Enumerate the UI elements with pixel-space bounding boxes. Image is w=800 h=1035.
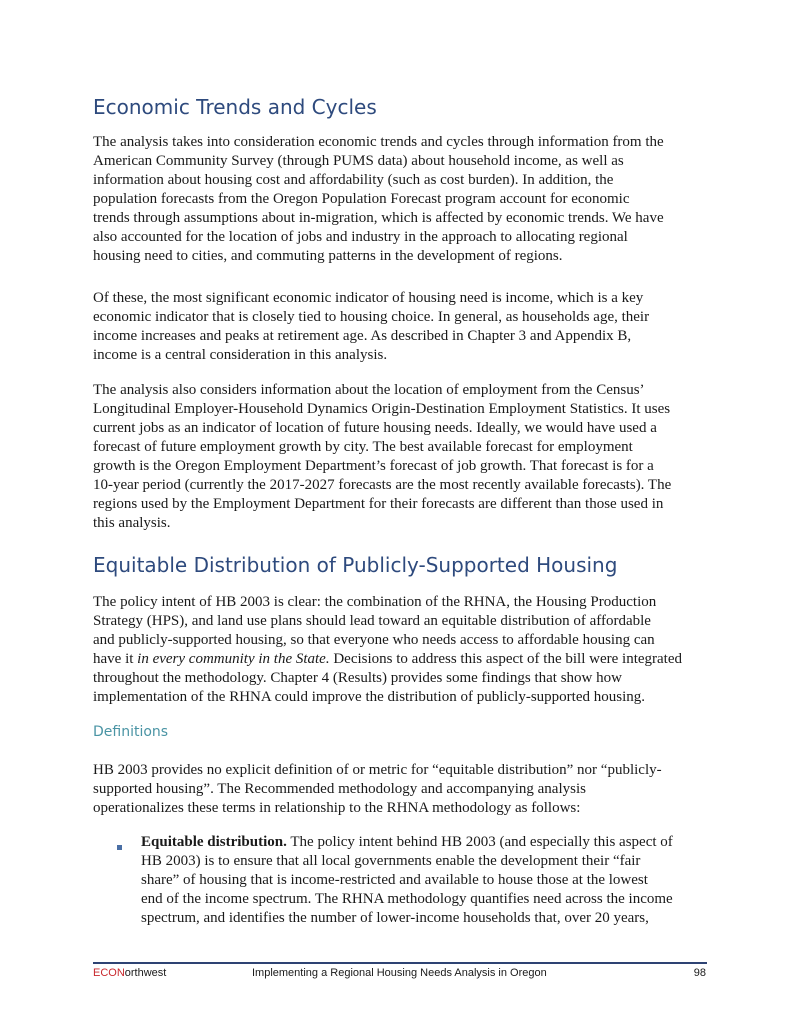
text-line	[93, 650, 682, 669]
brand-northwest: orthwest	[124, 967, 167, 979]
text-line: housing need to cities, and commuting patterns in the development of regions.	[93, 248, 563, 264]
text-line: spectrum, and identifies the number of lower-income households that, over 20 years,	[141, 910, 649, 926]
text-line: American Community Survey (through PUMS data) about household income, as well as	[93, 153, 624, 169]
heading-economic-trends: Economic Trends and Cycles	[93, 95, 377, 119]
text-line: end of the income spectrum. The RHNA methodology quantifies need across the income	[141, 891, 673, 907]
text-line: HB 2003 provides no explicit definition of or metric for “equitable distribution” nor “publicly-	[93, 762, 662, 778]
text-line: growth is the Oregon Employment Department’s forecast of job growth. That forecast is for a	[93, 458, 654, 474]
paragraph	[93, 761, 662, 818]
bold-text: Equitable distribution.	[141, 834, 287, 850]
text-line: Longitudinal Employer-Household Dynamics Origin-Destination Employment Statistics. It uses	[93, 401, 671, 417]
text-line: The analysis also considers information about the location of employment from the Census’	[93, 382, 645, 398]
text-line: regions used by the Employment Department for their forecasts are different than those used in	[93, 496, 664, 512]
text-line: also accounted for the location of jobs and industry in the approach to allocating regional	[93, 229, 628, 245]
text-line: The analysis takes into consideration economic trends and cycles through information from the	[93, 134, 664, 150]
subheading-definitions: Definitions	[93, 724, 169, 740]
text-line: income increases and peaks at retirement age. As described in Chapter 3 and Appendix B,	[93, 328, 632, 344]
footer-title: Implementing a Regional Housing Needs Analysis in Oregon	[252, 967, 547, 979]
text-segment: have it	[93, 651, 138, 667]
text-line: HB 2003) is to ensure that all local governments enable the development their “fair	[141, 853, 641, 869]
text-line: supported housing”. The Recommended methodology and accompanying analysis	[93, 781, 586, 797]
paragraph	[93, 593, 682, 707]
paragraph	[93, 289, 649, 365]
text-line: and publicly-supported housing, so that everyone who needs access to affordable housing can	[93, 632, 655, 648]
text-line: throughout the methodology. Chapter 4 (Results) provides some findings that show how	[93, 670, 622, 686]
text-line: income is a central consideration in this analysis.	[93, 347, 388, 363]
text-line: implementation of the RHNA could improve the distribution of publicly-supported housing.	[93, 689, 646, 705]
text-line: current jobs as an indicator of location of future housing needs. Ideally, we would have used a	[93, 420, 657, 436]
text-line: economic indicator that is closely tied to housing choice. In general, as households age, their	[93, 309, 650, 325]
text-segment: The policy intent behind HB 2003 (and especially this aspect of	[286, 834, 673, 850]
footer-brand	[93, 967, 166, 979]
text-line: The policy intent of HB 2003 is clear: the combination of the RHNA, the Housing Production	[93, 594, 657, 610]
text-line: forecast of future employment growth by city. The best available forecast for employment	[93, 439, 633, 455]
brand-econ: ECON	[93, 967, 125, 979]
text-line: information about housing cost and affordability (such as cost burden). In addition, the	[93, 172, 614, 188]
text-line: operationalizes these terms in relationship to the RHNA methodology as follows:	[93, 800, 581, 816]
bullet-square-icon	[117, 845, 122, 850]
text-line: Of these, the most significant economic indicator of housing need is income, which is a key	[93, 290, 644, 306]
text-line: Strategy (HPS), and land use plans should lead toward an equitable distribution of affordable	[93, 613, 651, 629]
text-segment: Decisions to address this aspect of the bill were integrated	[329, 651, 682, 667]
page-number: 98	[693, 967, 706, 979]
paragraph	[93, 381, 671, 533]
bullet-item	[141, 833, 673, 928]
footer-divider	[93, 962, 707, 964]
text-line: 10-year period (currently the 2017-2027 forecasts are the most recently available forecasts). The	[93, 477, 672, 493]
text-line	[141, 833, 673, 852]
text-line: share” of housing that is income-restricted and available to house those at the lowest	[141, 872, 648, 888]
text-line: trends through assumptions about in-migration, which is affected by economic trends. We have	[93, 210, 664, 226]
paragraph	[93, 133, 664, 266]
text-line: population forecasts from the Oregon Population Forecast program account for economic	[93, 191, 630, 207]
text-line: this analysis.	[93, 515, 171, 531]
italic-text: in every community in the State.	[137, 651, 330, 667]
heading-equitable-distribution: Equitable Distribution of Publicly-Supported Housing	[93, 553, 618, 577]
